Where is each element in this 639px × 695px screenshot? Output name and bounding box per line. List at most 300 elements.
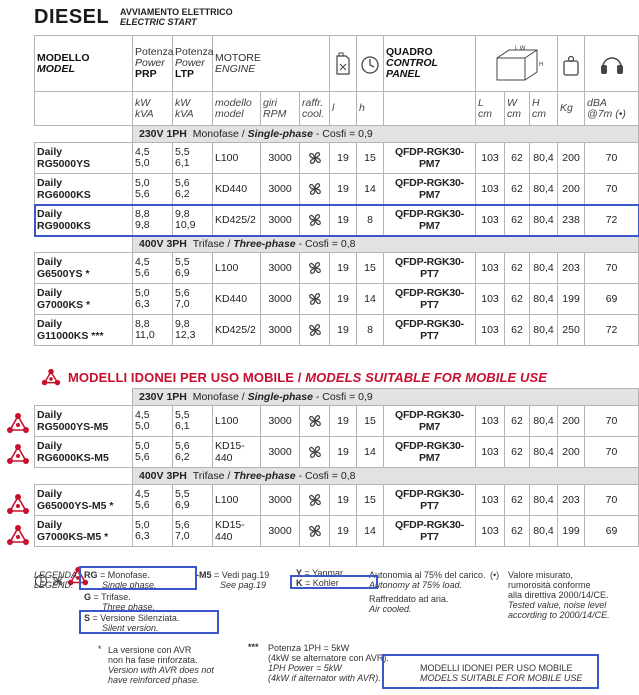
ltp-power — [173, 406, 213, 437]
units-height — [530, 92, 558, 126]
header-clock-icon-cell — [357, 36, 384, 92]
cooling-cell — [300, 485, 330, 516]
unit-W-cm: cm — [507, 107, 521, 120]
ltp-power — [173, 143, 213, 174]
section-cosfi: - Cosfi = 0,8 — [298, 470, 356, 482]
legend-highlight-mobile — [382, 654, 599, 689]
weight-kg: 203 — [558, 253, 585, 284]
mobile-use-title — [68, 370, 547, 385]
prp-power — [133, 143, 173, 174]
units-cooling — [300, 92, 330, 126]
unit-W: W — [507, 96, 517, 109]
legend-g-it: = Trifase. — [93, 592, 131, 602]
legend-s-code: S — [84, 613, 91, 623]
tank-capacity: 19 — [330, 315, 357, 346]
prp-power — [133, 437, 173, 468]
section-cosfi: - Cosfi = 0,8 — [298, 238, 356, 250]
ltp-kw: 5,6 — [175, 440, 190, 452]
engine-rpm: 3000 — [261, 253, 300, 284]
unit-prp-kva: kVA — [135, 107, 154, 120]
width-cm: 62 — [505, 205, 530, 236]
control-panel: QFDP-RGK30-PM7 — [384, 406, 476, 437]
units-ltp — [173, 92, 213, 126]
ltp-kva: 6,9 — [175, 499, 190, 511]
model-series: Daily — [37, 256, 63, 268]
width-cm: 62 — [505, 174, 530, 205]
tank-capacity: 19 — [330, 143, 357, 174]
ltp-kw: 9,8 — [175, 208, 190, 220]
prp-kw: 4,5 — [135, 256, 150, 268]
engine-model: L100 — [213, 485, 261, 516]
table-units-row — [35, 92, 639, 126]
ltp-kw: 5,5 — [175, 146, 190, 158]
header-control-panel: CONTROL PANEL — [386, 57, 438, 80]
model-series: Daily — [37, 318, 63, 330]
ltp-kw: 5,5 — [175, 256, 190, 268]
mobile-use-icon — [6, 524, 30, 548]
ltp-kva: 6,9 — [175, 267, 190, 279]
legend-star3-code: *** — [248, 642, 259, 652]
model-code: G65000YS-M5 * — [37, 500, 114, 512]
prp-kva: 9,8 — [135, 219, 150, 231]
section-label — [133, 236, 639, 253]
unit-dba: dBA — [587, 96, 607, 109]
model-series: Daily — [37, 287, 63, 299]
prp-power — [133, 516, 173, 547]
legend-m5 — [196, 570, 269, 590]
model-code: RG9000KS — [37, 220, 91, 232]
legend-noise-it1: Valore misurato, — [508, 570, 573, 580]
ltp-kva: 12,3 — [175, 329, 196, 341]
width-cm: 62 — [505, 516, 530, 547]
engine-model: L100 — [213, 406, 261, 437]
legend-autonomy-it: Autonomia al 75% del carico. — [369, 570, 486, 580]
page-subtitle — [120, 7, 233, 27]
clock-icon — [360, 55, 380, 75]
length-cm: 103 — [476, 485, 505, 516]
ltp-kva: 6,1 — [175, 420, 190, 432]
section-spacer — [35, 236, 133, 253]
table-row — [35, 253, 639, 284]
prp-kva: 5,0 — [135, 157, 150, 169]
cooling-cell — [300, 437, 330, 468]
model-name — [35, 143, 133, 174]
units-weight: Kg — [558, 92, 585, 126]
section-spacer — [35, 389, 133, 406]
prp-power — [133, 284, 173, 315]
header-panel — [384, 36, 476, 92]
table-row — [35, 205, 639, 236]
fan-icon — [306, 149, 324, 167]
cooling-cell — [300, 315, 330, 346]
weight-kg: 200 — [558, 143, 585, 174]
weight-kg: 200 — [558, 174, 585, 205]
autonomy-hours: 14 — [357, 284, 384, 315]
model-series: Daily — [37, 440, 63, 452]
model-name — [35, 516, 133, 547]
engine-model: KD15-440 — [213, 516, 261, 547]
engine-model: KD440 — [213, 284, 261, 315]
engine-rpm: 3000 — [261, 205, 300, 236]
unit-model: model — [215, 107, 244, 120]
section-voltage: 230V 1PH — [139, 391, 187, 403]
legend-s-en: Silent version. — [102, 623, 159, 633]
section-phase-en: Three-phase — [233, 470, 296, 482]
noise-dba: 72 — [585, 205, 639, 236]
header-ltp-potenza: Potenza — [175, 46, 214, 58]
noise-dba: 70 — [585, 485, 639, 516]
legend-rg-code: RG — [84, 570, 98, 580]
section-phase-it: Monofase / — [192, 128, 245, 140]
control-panel: QFDP-RGK30-PT7 — [384, 315, 476, 346]
section-voltage: 400V 3PH — [139, 470, 187, 482]
legend-air-cooled-it: Raffreddato ad aria. — [369, 594, 449, 604]
legend-g — [84, 592, 155, 612]
cooling-cell — [300, 253, 330, 284]
control-panel: QFDP-RGK30-PT7 — [384, 284, 476, 315]
engine-rpm: 3000 — [261, 437, 300, 468]
section-phase-en: Three-phase — [233, 238, 296, 250]
header-engine-en: ENGINE — [215, 62, 256, 75]
length-cm: 103 — [476, 205, 505, 236]
section-label — [133, 126, 639, 143]
prp-kw: 4,5 — [135, 146, 150, 158]
header-ltp-code: LTP — [175, 68, 195, 80]
width-cm: 62 — [505, 315, 530, 346]
legend-star-note — [108, 645, 214, 685]
header-quadro: QUADRO — [386, 46, 433, 58]
ltp-kw: 5,5 — [175, 409, 190, 421]
fuel-tank-icon — [334, 52, 352, 76]
model-series: Daily — [37, 519, 63, 531]
fan-icon — [306, 412, 324, 430]
ltp-power — [173, 174, 213, 205]
table-row — [35, 406, 639, 437]
prp-kw: 4,5 — [135, 488, 150, 500]
ltp-kva: 7,0 — [175, 530, 190, 542]
ltp-kva: 6,2 — [175, 188, 190, 200]
legend-noise-it2: rumorosità conforme — [508, 580, 591, 590]
unit-L-cm: cm — [478, 107, 492, 120]
prp-kw: 5,0 — [135, 287, 150, 299]
legend-noise-en2: according to 2000/14/CE. — [508, 610, 610, 620]
model-series: Daily — [37, 488, 63, 500]
ltp-kva: 6,2 — [175, 451, 190, 463]
legend-rg-it: = Monofase. — [100, 570, 150, 580]
model-series: Daily — [37, 177, 63, 189]
legend-autonomy — [369, 570, 486, 590]
width-cm: 62 — [505, 253, 530, 284]
tank-capacity: 19 — [330, 205, 357, 236]
engine-rpm: 3000 — [261, 315, 300, 346]
legend-mobile-en: MODELS SUITABLE FOR MOBILE USE — [420, 673, 583, 683]
dimensions-box-icon — [487, 44, 547, 84]
width-cm: 62 — [505, 143, 530, 174]
section-voltage: 230V 1PH — [139, 128, 187, 140]
units-length — [476, 92, 505, 126]
section-row — [35, 389, 639, 406]
unit-ltp-kw: kW — [175, 96, 191, 109]
prp-kw: 8,8 — [135, 318, 150, 330]
section-spacer — [35, 126, 133, 143]
control-panel: QFDP-RGK30-PT7 — [384, 516, 476, 547]
legend-label — [34, 570, 80, 590]
header-model-en: MODEL — [37, 62, 75, 75]
legend-star3-en2: (4kW if alternator with AVR). — [268, 673, 381, 683]
engine-rpm: 3000 — [261, 174, 300, 205]
model-series: Daily — [37, 146, 63, 158]
header-prp-power: Power — [135, 57, 165, 69]
engine-model: KD440 — [213, 174, 261, 205]
autonomy-hours: 15 — [357, 406, 384, 437]
subtitle-it: AVVIAMENTO ELETTRICO — [120, 7, 233, 17]
section-label — [133, 389, 639, 406]
height-cm: 80,4 — [530, 253, 558, 284]
noise-dba: 70 — [585, 174, 639, 205]
noise-dba: 70 — [585, 143, 639, 174]
legend-m5-code: -M5 — [196, 570, 212, 580]
cooling-cell — [300, 143, 330, 174]
engine-model: L100 — [213, 143, 261, 174]
unit-L: L — [478, 96, 484, 109]
height-cm: 80,4 — [530, 205, 558, 236]
table-row — [35, 437, 639, 468]
units-hours: h — [357, 92, 384, 126]
engine-rpm: 3000 — [261, 516, 300, 547]
control-panel: QFDP-RGK30-PT7 — [384, 253, 476, 284]
tank-capacity: 19 — [330, 437, 357, 468]
prp-kva: 11,0 — [135, 329, 155, 341]
height-cm: 80,4 — [530, 143, 558, 174]
ltp-kw: 5,5 — [175, 488, 190, 500]
model-name — [35, 284, 133, 315]
header-tank-icon-cell — [330, 36, 357, 92]
autonomy-hours: 15 — [357, 143, 384, 174]
weight-kg: 203 — [558, 485, 585, 516]
cooling-cell — [300, 205, 330, 236]
length-cm: 103 — [476, 253, 505, 284]
fan-icon — [306, 491, 324, 509]
tank-capacity: 19 — [330, 516, 357, 547]
noise-dba: 69 — [585, 284, 639, 315]
units-model — [35, 92, 133, 126]
engine-rpm: 3000 — [261, 406, 300, 437]
model-code: G7000KS * — [37, 299, 91, 311]
section-phase-it: Trifase / — [192, 470, 231, 482]
engine-rpm: 3000 — [261, 143, 300, 174]
header-model — [35, 36, 133, 92]
header-dimensions-icon-cell — [476, 36, 558, 92]
engine-rpm: 3000 — [261, 485, 300, 516]
section-spacer — [35, 468, 133, 485]
prp-power — [133, 174, 173, 205]
autonomy-hours: 8 — [357, 205, 384, 236]
legend-mobile-it: MODELLI IDONEI PER USO MOBILE — [420, 663, 573, 673]
unit-prp-kw: kW — [135, 96, 151, 109]
header-prp-code: PRP — [135, 68, 157, 80]
legend-highlight-s — [79, 610, 219, 634]
header-engine — [213, 36, 330, 92]
legend-k-it: = Kohler — [305, 578, 339, 588]
subtitle-en: ELECTRIC START — [120, 17, 197, 27]
width-cm: 62 — [505, 284, 530, 315]
prp-power — [133, 406, 173, 437]
mobile-use-heading — [34, 367, 638, 387]
prp-kva: 5,0 — [135, 420, 150, 432]
header-modello: MODELLO — [37, 51, 90, 64]
model-code: G6500YS * — [37, 268, 90, 280]
section-label — [133, 468, 639, 485]
cooling-cell — [300, 284, 330, 315]
spec-table — [34, 35, 639, 346]
engine-rpm: 3000 — [261, 284, 300, 315]
model-code: G11000KS *** — [37, 330, 104, 342]
section-phase-it: Trifase / — [192, 238, 231, 250]
autonomy-hours: 15 — [357, 253, 384, 284]
length-cm: 103 — [476, 406, 505, 437]
page-title: DIESEL — [34, 6, 110, 28]
section-phase-en: Single-phase — [247, 128, 313, 140]
mobile-use-icon — [6, 443, 30, 467]
header-ltp — [173, 36, 213, 92]
tank-capacity: 19 — [330, 485, 357, 516]
height-cm: 80,4 — [530, 174, 558, 205]
unit-ltp-kva: kVA — [175, 107, 194, 120]
control-panel: QFDP-RGK30-PM7 — [384, 143, 476, 174]
height-cm: 80,4 — [530, 315, 558, 346]
section-phase-en: Single-phase — [247, 391, 313, 403]
autonomy-hours: 8 — [357, 315, 384, 346]
mobile-use-icon — [40, 367, 62, 389]
weight-icon — [562, 55, 580, 77]
weight-kg: 199 — [558, 284, 585, 315]
table-row — [35, 315, 639, 346]
legend-noise-en1: Tested value, noise level — [508, 600, 607, 610]
height-cm: 80,4 — [530, 437, 558, 468]
unit-giri: giri — [263, 96, 278, 109]
noise-dba: 70 — [585, 406, 639, 437]
legend-air-cooled-en: Air cooled. — [369, 604, 412, 614]
mobile-use-icon — [6, 412, 30, 436]
height-cm: 80,4 — [530, 516, 558, 547]
height-cm: 80,4 — [530, 406, 558, 437]
model-series: Daily — [37, 208, 63, 220]
model-name — [35, 174, 133, 205]
table-row — [35, 485, 639, 516]
section-cosfi: - Cosfi = 0,9 — [315, 391, 373, 403]
height-cm: 80,4 — [530, 284, 558, 315]
legend-star-it2: non ha fase rinforzata. — [108, 655, 198, 665]
model-name — [35, 437, 133, 468]
ear-protection-icon — [599, 53, 625, 77]
table-row — [35, 174, 639, 205]
section-cosfi: - Cosfi = 0,9 — [315, 128, 373, 140]
length-cm: 103 — [476, 143, 505, 174]
ltp-power — [173, 485, 213, 516]
legend-rg-en: Single phase. — [102, 580, 157, 590]
prp-power — [133, 485, 173, 516]
weight-kg: 200 — [558, 406, 585, 437]
length-cm: 103 — [476, 315, 505, 346]
autonomy-hours: 14 — [357, 174, 384, 205]
cooling-cell — [300, 406, 330, 437]
ltp-kva: 10,9 — [175, 219, 196, 231]
section-row — [35, 236, 639, 253]
ltp-power — [173, 315, 213, 346]
weight-kg: 250 — [558, 315, 585, 346]
legend — [34, 566, 638, 695]
legend-star-code: * — [98, 644, 102, 654]
legend-g-code: G — [84, 592, 92, 602]
legend-y-code: Y — [296, 568, 303, 578]
table-row — [35, 143, 639, 174]
legend-y-it: = Yanmar — [304, 568, 343, 578]
engine-model: KD425/2 — [213, 315, 261, 346]
header-motore: MOTORE — [215, 51, 261, 64]
table-header-row — [35, 36, 639, 92]
units-noise — [585, 92, 639, 126]
units-engine-model — [213, 92, 261, 126]
fan-icon — [306, 211, 324, 229]
ltp-kva: 6,1 — [175, 157, 190, 169]
fan-icon — [306, 259, 324, 277]
legend-m5-en: See pag.19 — [220, 580, 267, 590]
weight-kg: 199 — [558, 516, 585, 547]
section-voltage: 400V 3PH — [139, 238, 187, 250]
model-code: RG5000YS — [37, 158, 91, 170]
autonomy-hours: 14 — [357, 437, 384, 468]
fan-icon — [306, 321, 324, 339]
prp-power — [133, 253, 173, 284]
table-row — [35, 284, 639, 315]
fan-icon — [306, 443, 324, 461]
legend-noise-note — [508, 570, 610, 620]
units-rpm — [261, 92, 300, 126]
prp-kva: 6,3 — [135, 530, 150, 542]
table-row — [35, 516, 639, 547]
ltp-kw: 5,6 — [175, 287, 190, 299]
model-name — [35, 406, 133, 437]
legend-en: LEGEND: — [34, 580, 74, 590]
legend-noise-it3: alla direttiva 2000/14/CE. — [508, 590, 609, 600]
svg-text:L W: L W — [514, 46, 525, 52]
unit-H: H — [532, 96, 540, 109]
prp-kva: 5,6 — [135, 188, 150, 200]
control-panel: QFDP-RGK30-PM7 — [384, 437, 476, 468]
model-code: RG6000KS — [37, 189, 91, 201]
header-weight-icon-cell — [558, 36, 585, 92]
tank-capacity: 19 — [330, 284, 357, 315]
ltp-kva: 7,0 — [175, 298, 190, 310]
ltp-power — [173, 205, 213, 236]
length-cm: 103 — [476, 516, 505, 547]
ltp-kw: 5,6 — [175, 177, 190, 189]
legend-air-cooled — [369, 594, 448, 614]
legend-s-it: = Versione Silenziata. — [92, 613, 180, 623]
legend-star3-note — [268, 643, 389, 683]
fan-icon — [306, 180, 324, 198]
engine-model: KD15-440 — [213, 437, 261, 468]
unit-dba-distance: @7m (•) — [587, 107, 626, 120]
mobile-use-icon — [6, 493, 30, 517]
legend-it: LEGENDA: — [34, 570, 80, 580]
title-bar — [34, 6, 634, 32]
units-width — [505, 92, 530, 126]
model-series: Daily — [37, 409, 63, 421]
header-prp — [133, 36, 173, 92]
section-phase-it: Monofase / — [192, 391, 245, 403]
prp-kw: 5,0 — [135, 177, 150, 189]
